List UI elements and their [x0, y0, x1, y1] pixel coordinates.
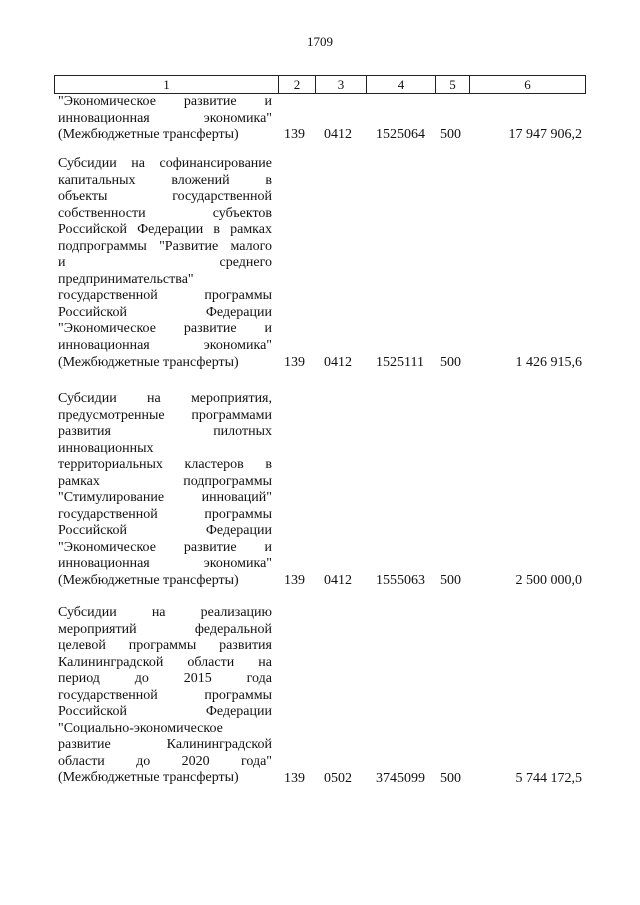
description-line: инновационная экономика" [58, 110, 272, 126]
description-line: мероприятий федеральной [58, 621, 272, 637]
cell-col3: 0412 [324, 573, 352, 589]
description-line: (Межбюджетные трансферты) [58, 573, 239, 589]
description-line: "Экономическое развитие и [58, 321, 272, 337]
cell-col4: 1525064 [376, 127, 425, 143]
cell-col6: 17 947 906,2 [508, 127, 582, 143]
description-line: Российской Федерации [58, 304, 272, 320]
cell-col5: 500 [440, 354, 461, 370]
cell-col2: 139 [284, 127, 305, 143]
description-line: Субсидии на реализацию [58, 605, 272, 620]
cell-col2: 139 [284, 573, 305, 589]
cell-col3: 0502 [324, 770, 352, 786]
description-line: территориальных кластеров в [58, 457, 272, 473]
description-line: государственной программы [58, 687, 272, 703]
page-number: 1709 [307, 34, 333, 49]
description-line: Российской Федерации в рамках [58, 222, 272, 238]
description-line: развитие Калининградской [58, 737, 272, 753]
cell-col5: 500 [440, 770, 461, 786]
description-line: предусмотренные программами [58, 407, 272, 423]
description-line: области до 2020 года" [58, 753, 272, 769]
row-description [58, 156, 272, 371]
header-col-6: 6 [469, 76, 585, 93]
description-line: "Экономическое развитие и [58, 94, 272, 109]
cell-col2: 139 [284, 770, 305, 786]
description-line: целевой программы развития [58, 638, 272, 654]
description-line: (Межбюджетные трансферты) [58, 354, 239, 370]
description-line: Калининградской области на [58, 654, 272, 670]
header-col-2: 2 [278, 76, 315, 93]
description-line: инновационных [58, 440, 154, 456]
description-line: Российской Федерации [58, 523, 272, 539]
header-col-3: 3 [315, 76, 366, 93]
description-line: Субсидии на мероприятия, [58, 391, 272, 406]
description-line: (Межбюджетные трансферты) [58, 770, 239, 786]
description-line: предпринимательства" [58, 271, 194, 287]
description-line: государственной программы [58, 288, 272, 304]
description-line: "Стимулирование инноваций" [58, 490, 272, 506]
header-col-5: 5 [435, 76, 469, 93]
description-line: период до 2015 года [58, 671, 272, 687]
description-line: инновационная экономика" [58, 556, 272, 572]
description-line: Субсидии на софинансирование [58, 156, 272, 171]
header-col-4: 4 [366, 76, 435, 93]
cell-col4: 1525111 [376, 354, 424, 370]
description-line: Российской Федерации [58, 704, 272, 720]
cell-col6: 1 426 915,6 [515, 354, 582, 370]
description-line: рамках подпрограммы [58, 473, 272, 489]
cell-col3: 0412 [324, 127, 352, 143]
description-line: подпрограммы "Развитие малого [58, 238, 272, 254]
cell-col3: 0412 [324, 354, 352, 370]
description-line: объекты государственной [58, 189, 272, 205]
cell-col4: 1555063 [376, 573, 425, 589]
description-line: (Межбюджетные трансферты) [58, 127, 239, 143]
description-line: "Социально-экономическое [58, 720, 223, 736]
cell-col6: 5 744 172,5 [515, 770, 582, 786]
cell-col5: 500 [440, 127, 461, 143]
cell-col2: 139 [284, 354, 305, 370]
cell-col5: 500 [440, 573, 461, 589]
cell-col6: 2 500 000,0 [515, 573, 582, 589]
description-line: капитальных вложений в [58, 172, 272, 188]
description-line: собственности субъектов [58, 205, 272, 221]
row-description [58, 391, 272, 590]
description-line: государственной программы [58, 506, 272, 522]
header-col-1: 1 [163, 77, 170, 92]
row-description [58, 605, 272, 787]
description-line: "Экономическое развитие и [58, 539, 272, 555]
description-line: развития пилотных [58, 424, 272, 440]
cell-col4: 3745099 [376, 770, 425, 786]
row-description [58, 94, 272, 144]
description-line: и среднего [58, 255, 272, 271]
description-line: инновационная экономика" [58, 338, 272, 354]
table-header [54, 75, 586, 94]
